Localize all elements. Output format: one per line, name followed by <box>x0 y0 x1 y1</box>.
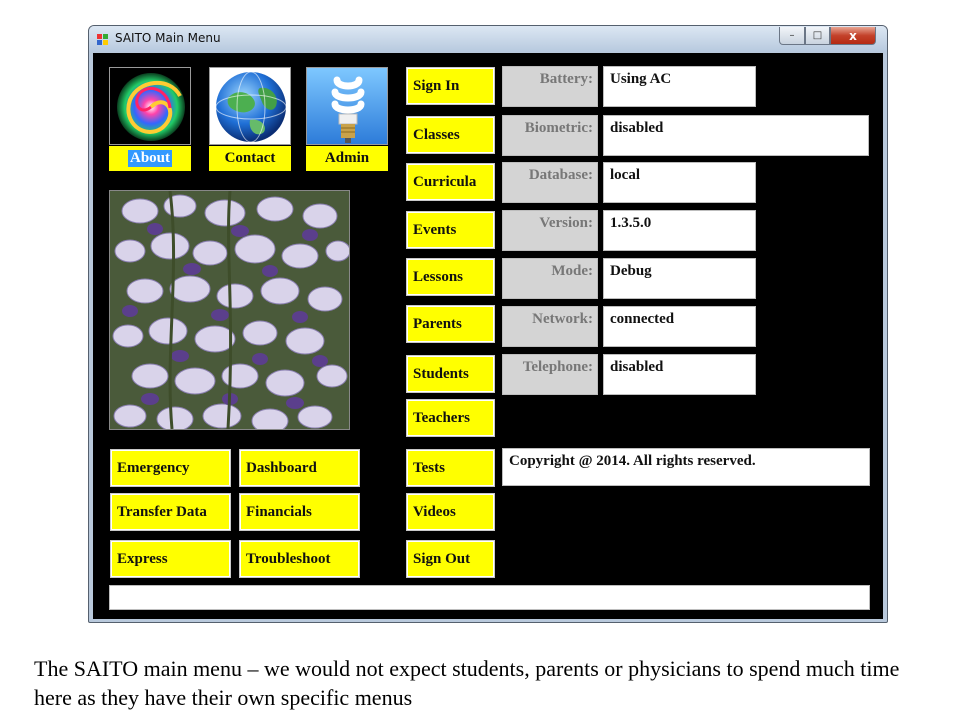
tests-button[interactable] <box>406 449 495 487</box>
maximize-icon: □ <box>812 30 823 41</box>
parents-label: Parents <box>413 315 462 332</box>
transfer-data-label: Transfer Data <box>117 503 207 520</box>
dashboard-button[interactable] <box>239 449 360 487</box>
wisteria-flower-image <box>109 190 350 430</box>
admin-button[interactable] <box>306 146 388 171</box>
events-button[interactable] <box>406 211 495 249</box>
slide-caption: The SAITO main menu – we would not expect students, parents or physicians to spend much time here as they have their own specific menus <box>34 656 900 710</box>
mode-label: Mode: <box>502 258 598 299</box>
mode-value: Debug <box>603 258 756 299</box>
telephone-value: disabled <box>603 354 756 395</box>
lessons-button[interactable] <box>406 258 495 296</box>
contact-label: Contact <box>224 150 276 166</box>
biometric-label: Biometric: <box>502 115 598 156</box>
events-label: Events <box>413 221 457 238</box>
about-label: About <box>129 150 170 166</box>
videos-label: Videos <box>413 503 456 520</box>
about-tile[interactable] <box>109 67 191 145</box>
close-icon: x <box>849 28 857 43</box>
financials-label: Financials <box>246 503 312 520</box>
emergency-button[interactable] <box>110 449 231 487</box>
lightbulb-icon <box>307 68 388 145</box>
about-button[interactable] <box>109 146 191 171</box>
sign-out-label: Sign Out <box>413 550 471 567</box>
minimize-icon: – <box>789 30 795 41</box>
sign-in-label: Sign In <box>413 77 460 94</box>
title-bar[interactable] <box>89 26 887 52</box>
classes-button[interactable] <box>406 116 495 154</box>
parents-button[interactable] <box>406 305 495 343</box>
minimize-button[interactable] <box>779 27 805 45</box>
troubleshoot-label: Troubleshoot <box>246 550 331 567</box>
emergency-label: Emergency <box>117 459 190 476</box>
battery-value: Using AC <box>603 66 756 107</box>
teachers-button[interactable] <box>406 399 495 437</box>
network-value: connected <box>603 306 756 347</box>
sign-in-button[interactable] <box>406 67 495 105</box>
express-button[interactable] <box>110 540 231 578</box>
troubleshoot-button[interactable] <box>239 540 360 578</box>
app-icon <box>97 34 109 46</box>
globe-icon <box>210 68 291 145</box>
tests-label: Tests <box>413 459 445 476</box>
classes-label: Classes <box>413 126 460 143</box>
contact-tile[interactable] <box>209 67 291 145</box>
dashboard-label: Dashboard <box>246 459 317 476</box>
contact-button[interactable] <box>209 146 291 171</box>
maximize-button[interactable] <box>805 27 830 45</box>
status-bar <box>109 585 870 610</box>
biometric-value: disabled <box>603 115 869 156</box>
version-value: 1.3.5.0 <box>603 210 756 251</box>
main-menu-panel <box>93 53 883 619</box>
database-value: local <box>603 162 756 203</box>
teachers-label: Teachers <box>413 409 470 426</box>
swirl-icon <box>110 68 191 145</box>
network-label: Network: <box>502 306 598 347</box>
curricula-button[interactable] <box>406 163 495 201</box>
admin-tile[interactable] <box>306 67 388 145</box>
telephone-label: Telephone: <box>502 354 598 395</box>
battery-label: Battery: <box>502 66 598 107</box>
sign-out-button[interactable] <box>406 540 495 578</box>
window-title: SAITO Main Menu <box>115 31 221 45</box>
app-window <box>88 25 888 623</box>
curricula-label: Curricula <box>413 173 477 190</box>
students-label: Students <box>413 365 469 382</box>
students-button[interactable] <box>406 355 495 393</box>
videos-button[interactable] <box>406 493 495 531</box>
lessons-label: Lessons <box>413 268 464 285</box>
copyright-text: Copyright @ 2014. All rights reserved. <box>502 448 870 486</box>
version-label: Version: <box>502 210 598 251</box>
database-label: Database: <box>502 162 598 203</box>
financials-button[interactable] <box>239 493 360 531</box>
close-button[interactable] <box>830 27 876 45</box>
transfer-data-button[interactable] <box>110 493 231 531</box>
express-label: Express <box>117 550 168 567</box>
admin-label: Admin <box>324 150 370 166</box>
